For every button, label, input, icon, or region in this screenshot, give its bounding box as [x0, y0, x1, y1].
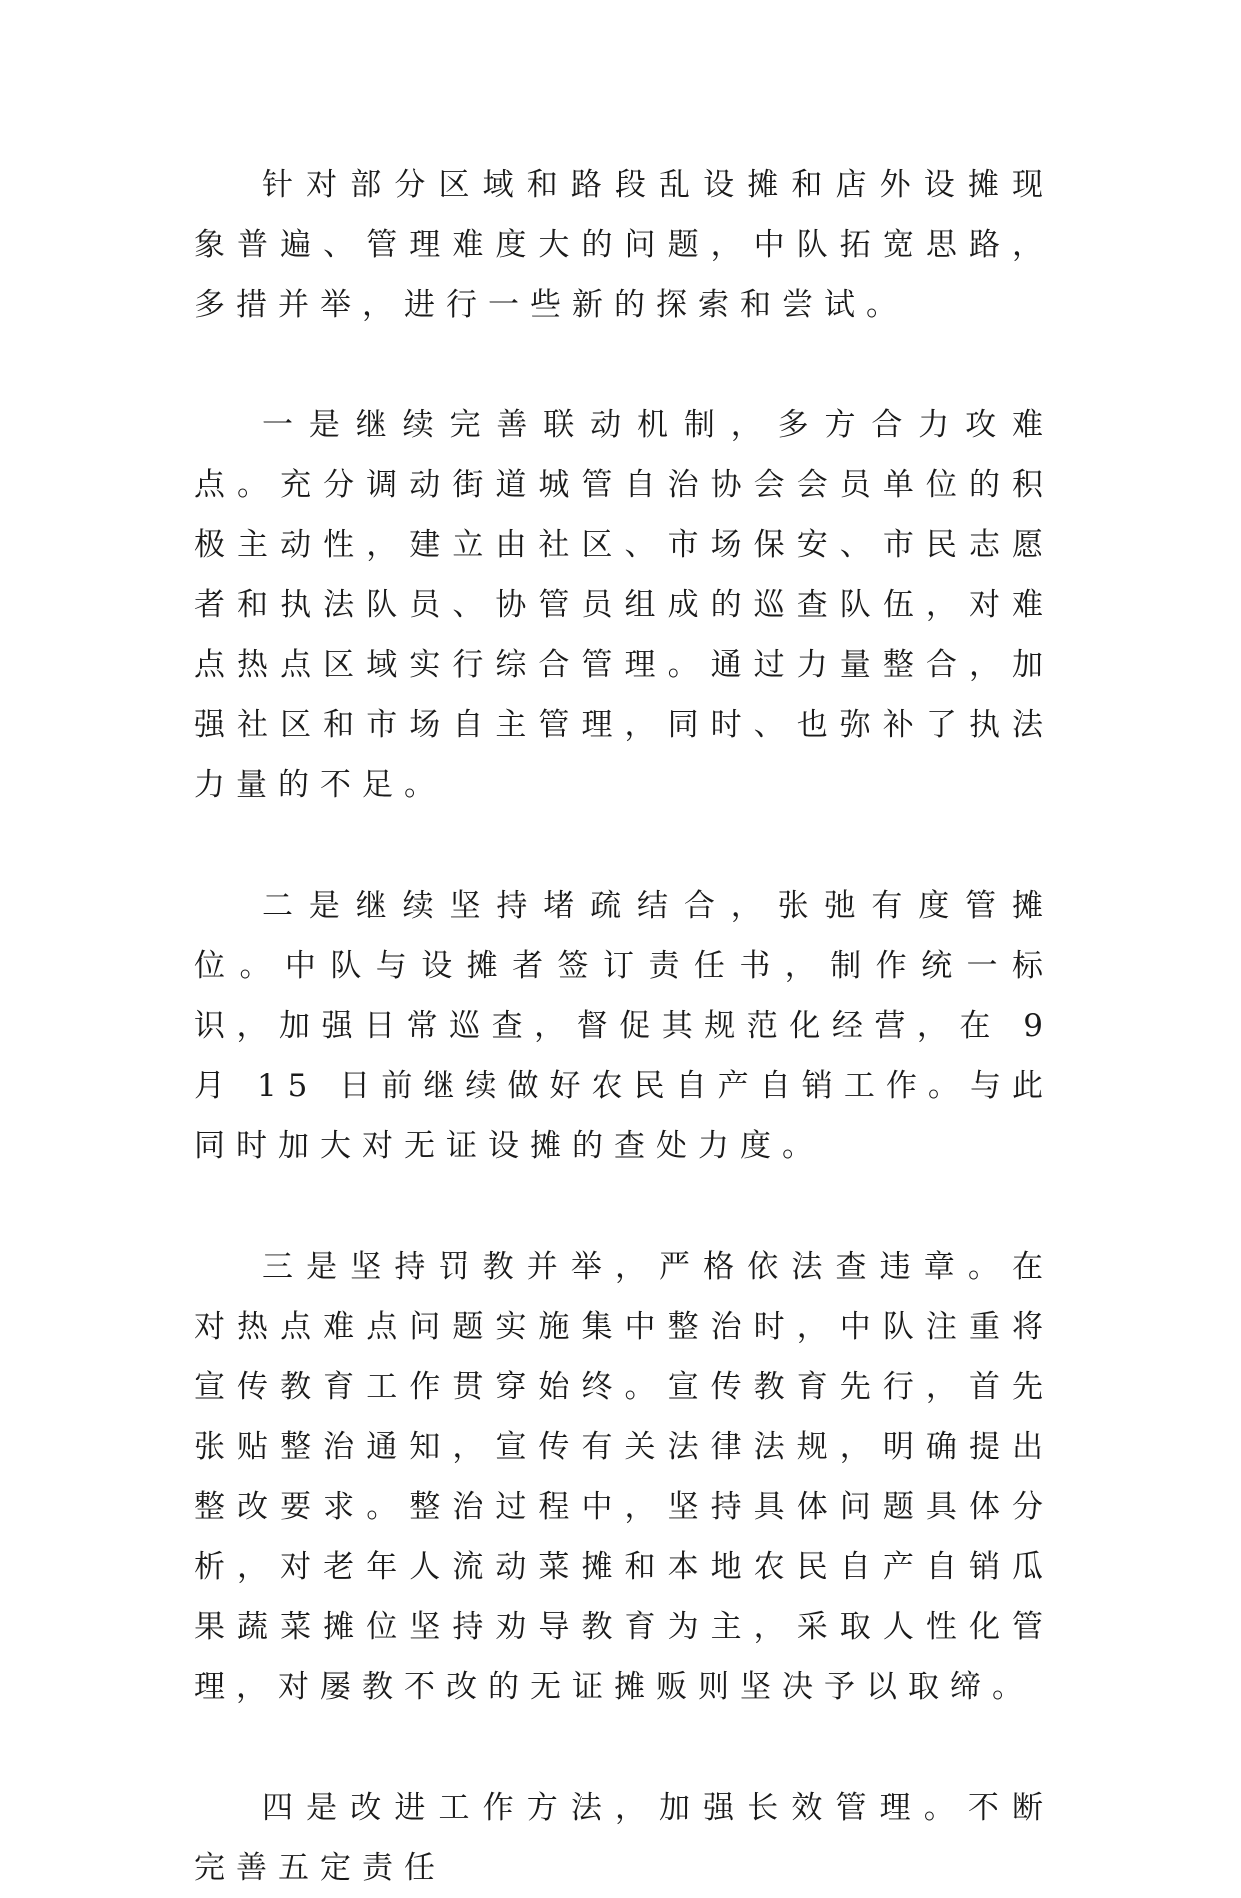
paragraph-point-2: 二是继续坚持堵疏结合，张弛有度管摊位。中队与设摊者签订责任书，制作统一标识，加强日常巡查，督促其规范化经营，在 9 月 15 日前继续做好农民自产自销工作。与此同时加大对无证设摊的查处力度。	[194, 888, 1054, 1164]
document-body	[194, 155, 1054, 1898]
paragraph-point-1: 一是继续完善联动机制，多方合力攻难点。充分调动街道城管自治协会会员单位的积极主动性，建立由社区、市场保安、市民志愿者和执法队员、协管员组成的巡查队伍，对难点热点区域实行综合管理。通过力量整合，加强社区和市场自主管理，同时、也弥补了执法力量的不足。	[194, 407, 1054, 803]
paragraph-intro: 针对部分区域和路段乱设摊和店外设摊现象普遍、管理难度大的问题，中队拓宽思路，多措并举，进行一些新的探索和尝试。	[194, 167, 1054, 323]
paragraph-point-3: 三是坚持罚教并举，严格依法查违章。在对热点难点问题实施集中整治时，中队注重将宣传教育工作贯穿始终。宣传教育先行，首先张贴整治通知，宣传有关法律法规，明确提出整改要求。整治过程中，坚持具体问题具体分析，对老年人流动菜摊和本地农民自产自销瓜果蔬菜摊位坚持劝导教育为主，采取人性化管理，对屡教不改的无证摊贩则坚决予以取缔。	[194, 1249, 1054, 1705]
paragraph-point-4: 四是改进工作方法，加强长效管理。不断完善五定责任	[194, 1790, 1054, 1886]
